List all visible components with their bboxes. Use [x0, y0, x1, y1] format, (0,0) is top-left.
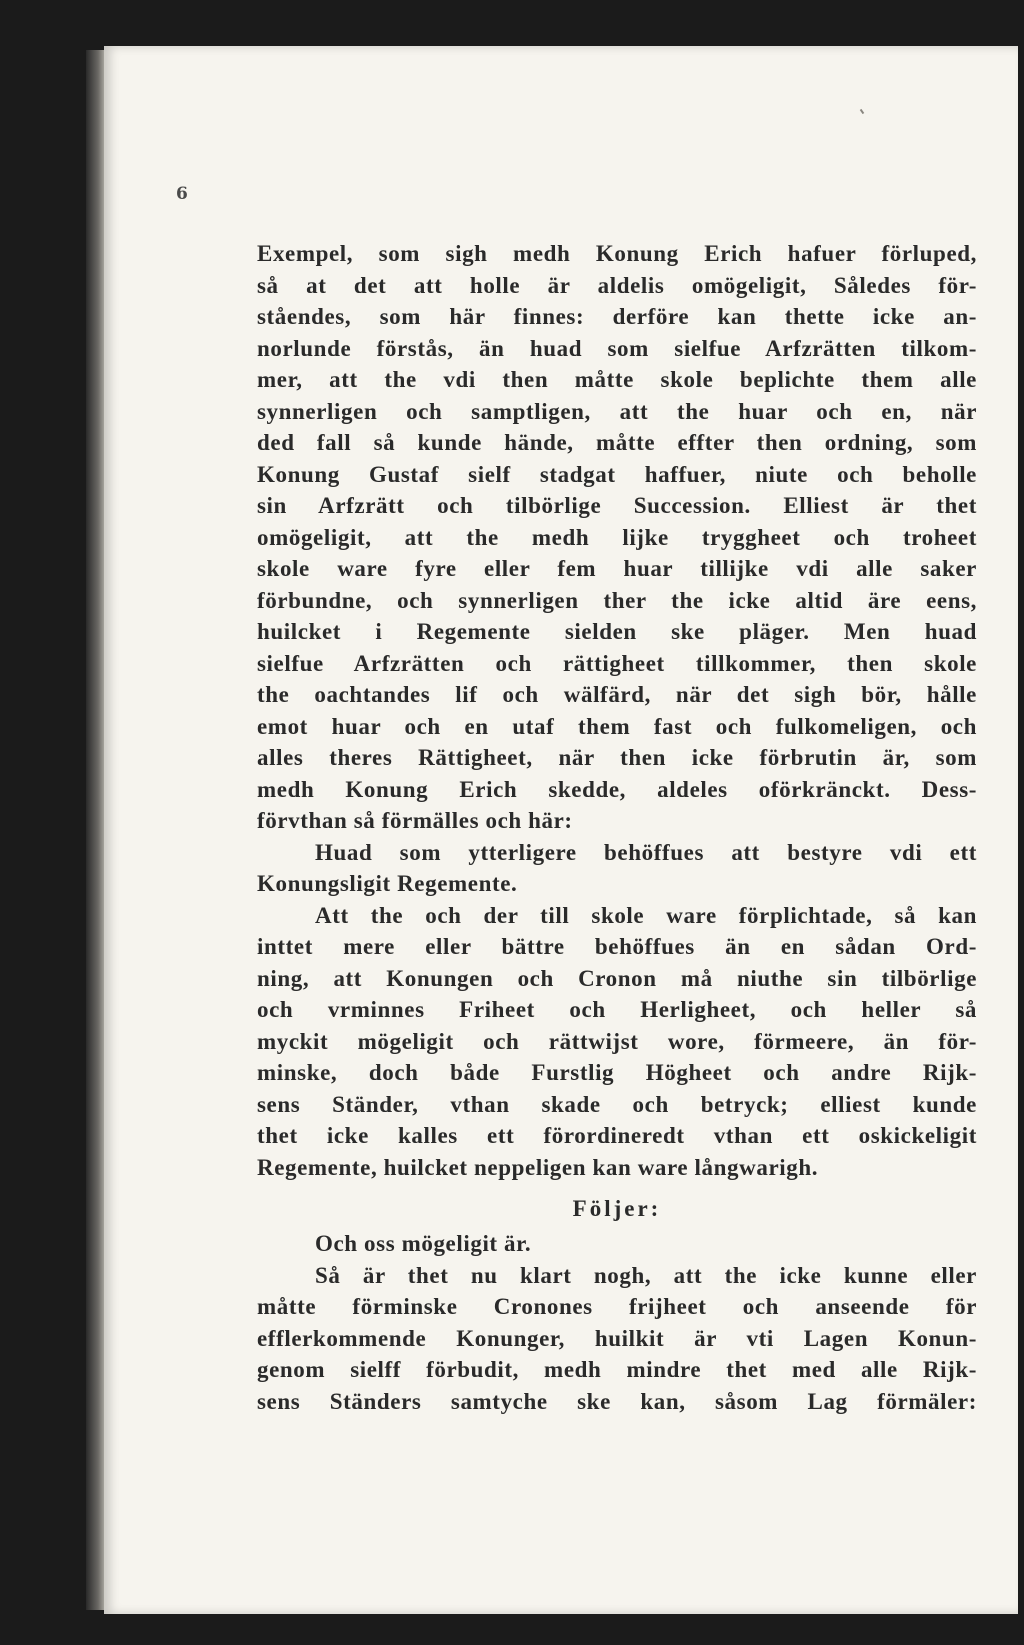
- text-line: minske, doch både Furstlig Högheet och andre Rijk-: [257, 1060, 977, 1085]
- text-line: och vrminnes Friheet och Herligheet, och heller så: [257, 997, 977, 1022]
- text-line: Och oss mögeligit är.: [315, 1231, 532, 1256]
- text-line: Huad som ytterligere behöffues att bestyre vdi ett: [315, 839, 977, 865]
- text-line: synnerligen och samptligen, att the huar och en, när: [257, 398, 977, 424]
- text-line: inttet mere eller bättre behöffues än en sådan Ord-: [257, 934, 977, 959]
- section-heading: Följer:: [572, 1196, 662, 1221]
- text-line: förvthan så förmälles och här:: [257, 808, 573, 833]
- text-line: omögeligit, att the medh lijke tryggheet och troheet: [257, 524, 977, 550]
- text-line: sens Ständers samtyche ske kan, såsom Lag förmäler:: [257, 1388, 977, 1414]
- text-line: medh Konung Erich skedde, aldeles oförkränckt. Dess-: [257, 776, 977, 802]
- text-line: Konung Gustaf sielf stadgat haffuer, niute och beholle: [257, 461, 977, 487]
- text-line: huilcket i Regemente sielden ske pläger. Men huad: [257, 619, 977, 644]
- book-binding-edge: [86, 50, 106, 1610]
- text-line: Att the och der till skole ware förplichtade, så kan: [315, 902, 977, 928]
- text-line: genom sielff förbudit, medh mindre thet med alle Rijk-: [257, 1357, 977, 1382]
- text-line: thet icke kalles ett förordineredt vthan ett oskickeligit: [257, 1123, 977, 1148]
- text-line: Exempel, som sigh medh Konung Erich hafuer förluped,: [257, 241, 977, 266]
- text-line: ded fall så kunde hände, måtte effter then ordning, som: [257, 430, 977, 455]
- text-line: myckit mögeligit och rättwijst wore, förmeere, än för-: [257, 1028, 977, 1054]
- text-line: förbundne, och synnerligen ther the icke altid äre eens,: [257, 587, 977, 613]
- text-line: mer, att the vdi then måtte skole beplichte them alle: [257, 367, 977, 392]
- paper-speck: [860, 109, 865, 114]
- text-line: skole ware fyre eller fem huar tillijke vdi alle saker: [257, 556, 977, 581]
- text-line: emot huar och en utaf them fast och fulkomeligen, och: [257, 713, 977, 739]
- text-line: sens Ständer, vthan skade och betryck; elliest kunde: [257, 1091, 977, 1117]
- text-line: Så är thet nu klart nogh, att the icke kunne eller: [315, 1262, 977, 1288]
- text-line: norlunde förstås, än huad som sielfue Arfzrätten tilkom-: [257, 335, 977, 361]
- text-line: sin Arfzrätt och tilbörlige Succession. Elliest är thet: [257, 493, 977, 518]
- page-text: [257, 238, 977, 1417]
- text-line: alles theres Rättigheet, när then icke förbrutin är, som: [257, 745, 977, 770]
- text-line: måtte förminske Cronones frijheet och anseende för: [257, 1294, 977, 1319]
- page-number: 6: [176, 184, 188, 204]
- text-line: sielfue Arfzrätten och rättigheet tillkommer, then skole: [257, 650, 977, 676]
- text-line: så at det att holle är aldelis omögeligit, Således för-: [257, 272, 977, 298]
- text-line: ståendes, som här finnes: derföre kan thette icke an-: [257, 304, 977, 329]
- text-line: ning, att Konungen och Cronon må niuthe sin tilbörlige: [257, 965, 977, 991]
- text-line: efflerkommende Konunger, huilkit är vti Lagen Konun-: [257, 1325, 977, 1351]
- text-line: the oachtandes lif och wälfärd, när det sigh bör, hålle: [257, 682, 977, 707]
- text-line: Konungsligit Regemente.: [257, 871, 518, 896]
- text-line: Regemente, huilcket neppeligen kan ware långwarigh.: [257, 1154, 819, 1180]
